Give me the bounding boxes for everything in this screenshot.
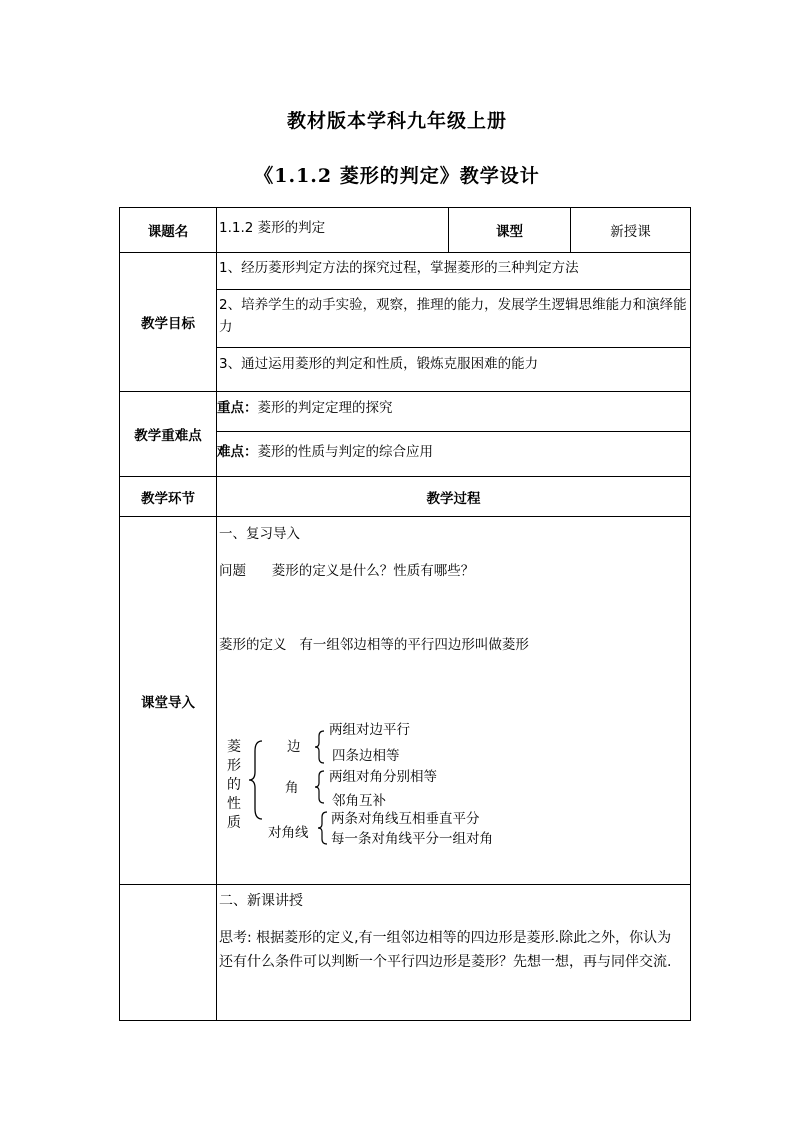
key-row — [120, 392, 691, 432]
new-lesson-row — [120, 885, 691, 1021]
stage-header-row — [120, 477, 691, 517]
angle-brace-icon — [313, 769, 327, 805]
angle-item-1: 两组对角分别相等 — [329, 769, 437, 785]
intro-heading: 一、复习导入 — [219, 526, 300, 542]
intro-label: 课堂导入 — [120, 517, 217, 885]
topic-value: 1.1.2 菱形的判定 — [217, 208, 449, 253]
type-value: 新授课 — [571, 208, 691, 253]
goals-label: 教学目标 — [120, 253, 217, 392]
goal-3: 3、通过运用菱形的判定和性质，锻炼克服困难的能力 — [217, 348, 691, 392]
goal-1: 1、经历菱形判定方法的探究过程，掌握菱形的三种判定方法 — [217, 253, 691, 290]
branch-diagonal: 对角线 — [268, 825, 309, 841]
angle-item-2: 邻角互补 — [332, 793, 386, 809]
diff-label: 难点： — [217, 444, 258, 460]
process-label: 教学过程 — [217, 477, 691, 517]
document-title: 教材版本学科九年级上册 — [286, 110, 507, 132]
root-brace-icon — [247, 739, 265, 821]
new-lesson-stage — [120, 885, 217, 1021]
think-line-2: 还有什么条件可以判断一个平行四边形是菱形？先想一想，再与同伴交流. — [219, 954, 672, 970]
type-label: 课型 — [449, 208, 571, 253]
difficult-point — [217, 432, 691, 477]
key-text: 菱形的判定定理的探究 — [257, 400, 393, 416]
new-lesson-heading: 二、新课讲授 — [219, 893, 303, 909]
intro-row — [120, 517, 691, 885]
branch-edge: 边 — [287, 739, 301, 755]
key-point — [217, 392, 691, 432]
diagonal-item-2: 每一条对角线平分一组对角 — [331, 831, 493, 847]
goal-2: 2、培养学生的动手实验，观察，推理的能力，发展学生逻辑思维能力和演绎能力 — [217, 290, 691, 348]
new-lesson-content — [217, 885, 691, 1021]
think-line-1: 思考: 根据菱形的定义,有一组邻边相等的四边形是菱形.除此之外，你认为 — [219, 930, 672, 946]
diagonal-brace-icon — [316, 810, 330, 846]
intro-definition: 菱形的定义 有一组邻边相等的平行四边形叫做菱形 — [219, 637, 529, 653]
lesson-plan-table — [119, 207, 691, 1021]
stage-label: 教学环节 — [120, 477, 217, 517]
diff-text: 菱形的性质与判定的综合应用 — [257, 444, 433, 460]
intro-content — [217, 517, 691, 885]
intro-question: 问题 菱形的定义是什么？性质有哪些？ — [219, 563, 475, 579]
mindmap-root: 菱形的性质 — [227, 739, 241, 831]
edge-item-2: 四条边相等 — [332, 748, 400, 764]
diagonal-item-1: 两条对角线互相垂直平分 — [331, 811, 480, 827]
keypoints-label: 教学重难点 — [120, 392, 217, 477]
goal-row-1 — [120, 253, 691, 290]
topic-label: 课题名 — [120, 208, 217, 253]
lesson-title: 《1.1.2 菱形的判定》教学设计 — [254, 165, 540, 187]
edge-brace-icon — [313, 729, 327, 765]
key-label: 重点： — [217, 400, 258, 416]
topic-row — [120, 208, 691, 253]
edge-item-1: 两组对边平行 — [329, 722, 410, 738]
branch-angle: 角 — [285, 780, 299, 796]
